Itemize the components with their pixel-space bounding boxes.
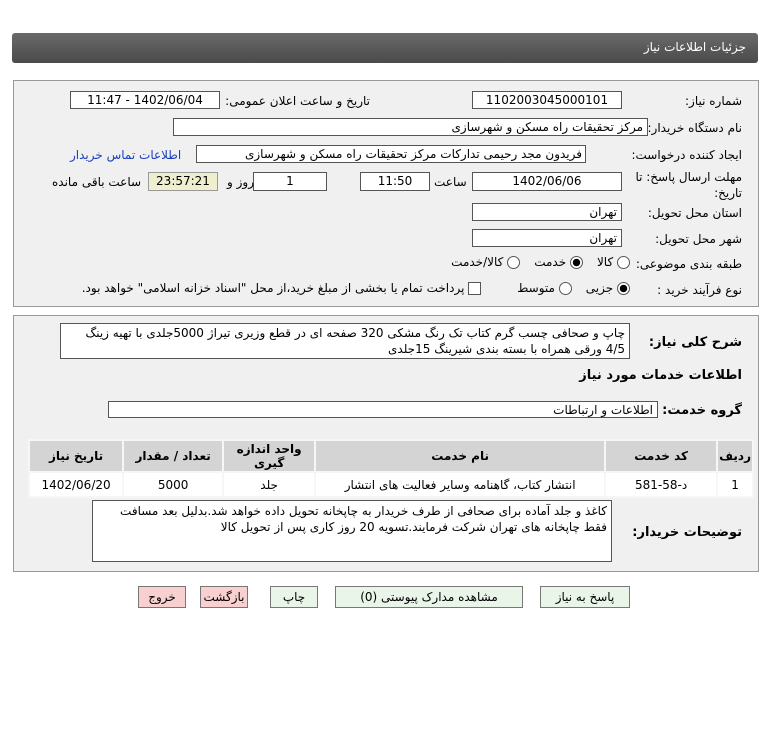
col-need-date: تاریخ نیاز (30, 441, 122, 471)
cell-need-date: 1402/06/20 (30, 473, 122, 496)
col-unit: واحد اندازه گیری (224, 441, 314, 471)
buyer-notes-label: توضیحات خریدار: (632, 525, 742, 540)
time-label: ساعت (434, 175, 467, 189)
deadline-label-2: تاریخ: (714, 186, 742, 200)
process-option-medium[interactable]: متوسط (517, 281, 572, 295)
page-header (12, 33, 758, 63)
cell-quantity: 5000 (124, 473, 222, 496)
buyer-field: مرکز تحقیقات راه مسکن و شهرسازی (173, 118, 648, 136)
col-service-code: کد خدمت (606, 441, 716, 471)
category-option-both[interactable]: کالا/خدمت (451, 255, 520, 269)
process-option-minor[interactable]: جزیی (586, 281, 630, 295)
need-number-field: 1102003045000101 (472, 91, 622, 109)
category-option-goods[interactable]: کالا (597, 255, 630, 269)
deadline-label: مهلت ارسال پاسخ: تا (635, 170, 742, 184)
creator-label: ایجاد کننده درخواست: (631, 148, 742, 162)
print-button[interactable]: چاپ (270, 586, 318, 608)
remaining-label: ساعت باقی مانده (52, 175, 142, 189)
checkbox-icon (468, 282, 481, 295)
province-field: تهران (472, 203, 622, 221)
reply-button[interactable]: پاسخ به نیاز (540, 586, 630, 608)
cell-service-code: د-58-581 (606, 473, 716, 496)
deadline-time-field: 11:50 (360, 172, 430, 191)
days-label: روز و (227, 175, 254, 189)
cell-unit: جلد (224, 473, 314, 496)
table-header-row (30, 441, 752, 471)
radio-icon (507, 256, 520, 269)
col-row-number: ردیف (718, 441, 752, 471)
radio-icon (559, 282, 572, 295)
province-label: استان محل تحویل: (647, 206, 742, 220)
col-service-name: نام خدمت (316, 441, 604, 471)
creator-field: فریدون مجد رحیمی تدارکات مرکز تحقیقات راه مسکن و شهرسازی (196, 145, 586, 163)
city-label: شهر محل تحویل: (655, 232, 742, 246)
category-option-service[interactable]: خدمت (534, 255, 583, 269)
deadline-date-field: 1402/06/06 (472, 172, 622, 191)
cell-service-name: انتشار کتاب، گاهنامه وسایر فعالیت های انتشار (316, 473, 604, 496)
buyer-label: نام دستگاه خریدار: (647, 121, 742, 135)
description-label: شرح کلی نیاز: (648, 335, 742, 350)
service-group-field: اطلاعات و ارتباطات (108, 401, 658, 418)
col-quantity: تعداد / مقدار (124, 441, 222, 471)
treasury-payment-checkbox[interactable]: پرداخت تمام یا بخشی از مبلغ خرید،از محل "اسناد خزانه اسلامی" خواهد بود. (82, 281, 482, 295)
services-section-title: اطلاعات خدمات مورد نیاز (579, 368, 742, 383)
announce-field: 1402/06/04 - 11:47 (70, 91, 220, 109)
need-number-label: شماره نیاز: (685, 94, 742, 108)
view-attachments-button[interactable]: مشاهده مدارک پیوستی (0) (335, 586, 523, 608)
back-button[interactable]: بازگشت (200, 586, 248, 608)
remaining-time-field: 23:57:21 (148, 172, 218, 191)
service-group-label: گروه خدمت: (662, 403, 742, 418)
cell-row-number: 1 (718, 473, 752, 496)
days-field: 1 (253, 172, 327, 191)
city-field: تهران (472, 229, 622, 247)
buyer-notes-field: کاغذ و جلد آماده برای صحافی از طرف خریدار به چاپخانه تحویل داده خواهد شد.بدلیل بعد مسافت فقط چاپخانه های تهران شرکت فرمایند.تسویه 20 روز کاری پس از تحویل کالا (92, 500, 612, 562)
category-label: طبقه بندی موضوعی: (635, 257, 742, 271)
radio-selected-icon (617, 282, 630, 295)
services-table (28, 439, 754, 498)
radio-selected-icon (570, 256, 583, 269)
need-info-panel (13, 80, 759, 307)
announce-label: تاریخ و ساعت اعلان عمومی: (225, 94, 370, 108)
radio-icon (617, 256, 630, 269)
process-label: نوع فرآیند خرید : (657, 283, 742, 297)
buyer-contact-link[interactable]: اطلاعات تماس خریدار (70, 148, 182, 162)
exit-button[interactable]: خروج (138, 586, 186, 608)
page-title: جزئیات اطلاعات نیاز (643, 40, 746, 54)
description-field: چاپ و صحافی چسب گرم کتاب تک رنگ مشکی 320 صفحه ای در قطع وزیری تیراژ 5000جلدی با تهیه زینگ 4/5 ورقی همراه با بسته بندی شیرینگ 15جلدی (60, 323, 630, 359)
table-row (30, 473, 752, 496)
